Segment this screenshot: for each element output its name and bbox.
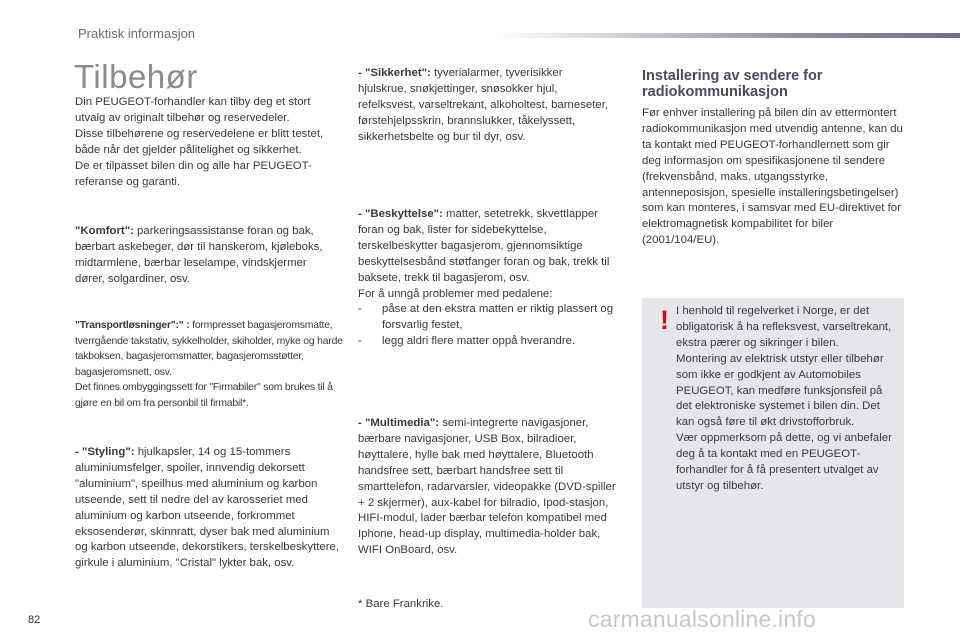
dash-bullet: - [358,303,362,316]
pedal-item-text: påse at den ekstra matten er riktig plassert og forsvarlig festet, [382,303,614,332]
warning-exclamation-icon: ! [660,305,669,335]
sikkerhet-lead: - "Sikkerhet": [358,67,431,79]
transport-note: Det finnes ombyggingssett for "Firmabiler" som brukes til å gjøre en bil om fra personbil til firmabil*. [75,382,333,409]
multimedia-paragraph [358,416,624,559]
komfort-text: parkeringsassistanse foran og bak, bærbart askebeger, dør til hanskerom, kjøleboks, midtarmlene, bærbar leselampe, vindskjermer dører, solgardiner, osv. [75,225,323,285]
intro-paragraph [75,95,340,190]
komfort-paragraph [75,224,335,288]
beskyttelse-lead: - "Beskyttelse": [358,208,443,220]
warning-line: Vær oppmerksom på dette, og vi anbefaler deg å ta kontakt med en PEUGEOT-forhandler for å få presentert utvalget av utstyr og tilbehør. [676,432,892,492]
section-title: Praktisk informasjon [78,26,196,41]
pedal-list-item [358,302,620,334]
warning-line: Montering av elektrisk utstyr eller tilbehør som ikke er godkjent av Automobiles PEUGEOT, kan medføre funksjonsfeil på det elektroniske systemet i bilen din. Det kan også føre til økt drivstofforbruk. [676,352,884,429]
multimedia-lead: - "Multimedia": [358,417,440,429]
sikkerhet-text: tyverialarmer, tyverisikker hjulskrue, snøkjettinger, snøsokker hjul, refelksvest, varseltrekant, alkoholtest, barneseter, førstehjelpsskrin, brannslukker, tåkelyssett, sikkerhetsbelte og bur til dyr, osv. [358,67,609,143]
watermark: carmanualsonline.info [588,606,816,632]
intro-line: De er tilpasset bilen din og alle har PEUGEOT-referanse og garanti. [75,159,312,188]
warning-line: I henhold til regelverket i Norge, er det obligatorisk å ha refleksvest, varseltrekant, ekstra pærer og sikringer i bilen. [676,305,892,349]
sikkerhet-paragraph [358,66,613,146]
warning-text [676,304,894,495]
transport-lead: "Transportløsninger":" : [75,320,190,331]
komfort-lead: "Komfort": [75,225,134,237]
pedal-list-item [358,334,620,350]
pedal-item-text: legg aldri flere matter oppå hverandre. [382,335,576,348]
intro-line: Din PEUGEOT-forhandler kan tilby deg et stort utvalg av originalt tilbehør og reservedeler. [75,96,311,124]
dash-bullet: - [358,335,362,348]
transport-text: formpresset bagasjeromsmatte, tverrgående takstativ, sykkelholder, skiholder, myke og harde takboksen, bagasjeromsmatter, bagasjeromsstøtter, bagasjeromsnett, osv. [75,320,343,378]
transport-paragraph [75,318,343,411]
styling-lead: - "Styling": [75,446,135,458]
pedal-intro: For å unngå problemer med pedalene: [358,287,553,300]
page-title: Tilbehør [74,58,198,95]
page-number: 82 [28,614,41,626]
intro-line: Disse tilbehørene og reservedelene er blitt testet, både når det gjelder pålitelighet og sikkerhet. [75,127,324,156]
beskyttelse-paragraph [358,207,620,350]
multimedia-text: semi-integrerte navigasjoner, bærbare navigasjoner, USB Box, bilradioer, høyttalere, hylle bak med høyttalere, Bluetooth handsfree sett, bærbart handsfree sett til smarttelefon, radarvarsler, videopakke (DVD-spiller + 2 skjermer), aux-kabel for bilradio, Ipod-stasjon, HIFI-modul, lader bærbar telefon kompatibel med Iphone, head-up display, multimedia-holder bak, WIFI OnBoard, osv. [358,417,616,557]
installering-paragraph: Før enhver installering på bilen din av ettermontert radiokommunikasjon med utvendig antenne, kan du ta kontakt med PEUGEOT-forhandlernett som gir deg informasjon om spesifikasjonene til sendere (frekvensbånd, maks. utgangsstyrke, antenneposisjon, spesielle installeringsbetingelser) som kan monteres, i samsvar med EU-direktivet for elektromagnetisk kompabilitet for biler (2001/104/EU). [642,107,903,247]
header-gradient-bar [498,33,960,38]
footnote: * Bare Frankrike. [358,598,444,610]
beskyttelse-text: matter, setetrekk, skvettlapper foran og bak, lister for sidebekyttelse, terskelbeskytter bagasjerom, gjennomsiktige beskyttelsesbånd støtfanger foran og bak, trekk til baksete, trekk til bagasjerom, osv. [358,208,610,284]
section-heading: Installering av sendere for radiokommunikasjon [642,68,823,100]
styling-paragraph [75,445,343,572]
styling-text: hjulkapsler, 14 og 15-tommers aluminiumsfelger, spoiler, innvendig dekorsett "aluminium", speilhus med aluminium og karbon utseende, sett til nedre del av karosseriet med aluminium og karbon utseende, forkrommet eksosenderør, skinnratt, dyser bak med aluminium og karbon utseende, dekorstikers, terskelbeskyttere, girkule i aluminium, "Cristal" lykter bak, osv. [75,446,340,570]
